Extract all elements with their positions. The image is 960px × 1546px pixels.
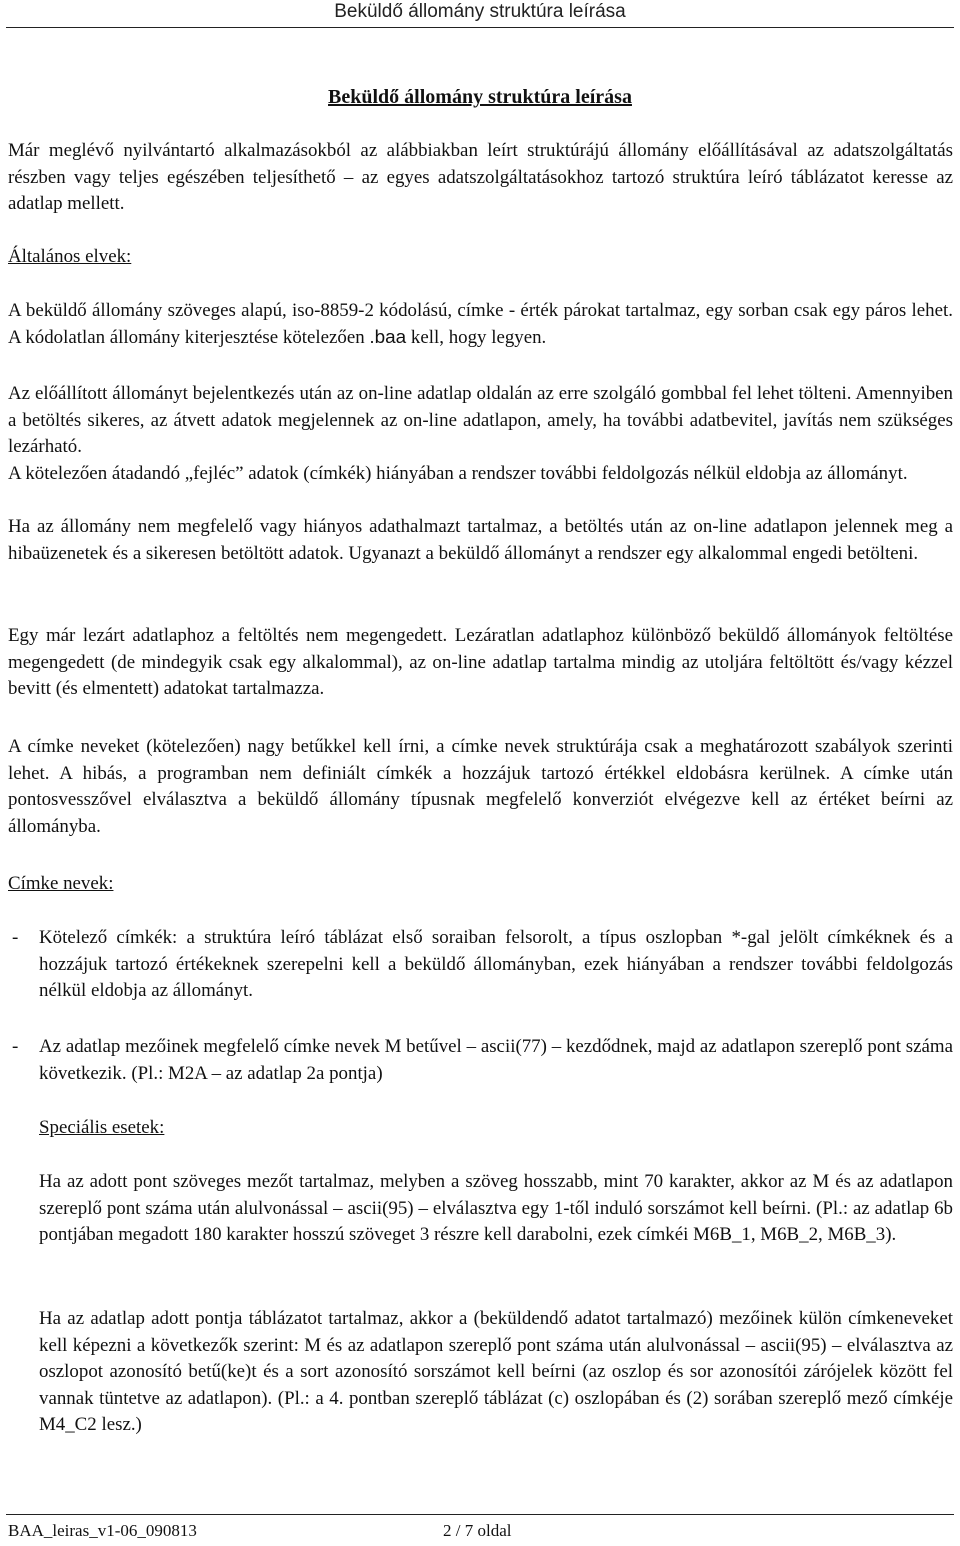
header-divider xyxy=(6,27,954,28)
footer-page-number: 2 / 7 oldal xyxy=(443,1521,512,1540)
special-case-paragraph-1: Ha az adott pont szöveges mezőt tartalmaz, melyben a szöveg hosszabb, mint 70 karakter, akkor az M és az adatlapon szereplő pont száma után alulvonással – ascii(95) – elválasztva egy 1-től induló sorszámot kell beírni. (Pl.: az adatlap 6b pontjában megadott 180 karakter hosszú szöveget 3 részre kell darabolni, ezek címkéi M6B_1, M6B_2, M6B_3). xyxy=(39,1171,953,1246)
general-paragraph-5: Egy már lezárt adatlaphoz a feltöltés nem megengedett. Lezáratlan adatlaphoz különböző beküldő állományok feltöltése megengedett (de mindegyik csak egy alkalommal), az on-line adatlap tartalma mindig az utoljára feltöltött és/vagy kézzel bevitt (és elmentett) adatokat tartalmazza. xyxy=(8,625,953,700)
bullet-item-field-labels: Az adatlap mezőinek megfelelő címke nevek M betűvel – ascii(77) – kezdődnek, majd az adatlapon szereplő pont száma következik. (Pl.: M2A – az adatlap 2a pontja) xyxy=(39,1036,953,1084)
footer-file-id: BAA_leiras_v1-06_090813 xyxy=(8,1521,197,1540)
intro-paragraph: Már meglévő nyilvántartó alkalmazásokból az alábbiakban leírt struktúrájú állomány előállításával az adatszolgáltatás részben vagy teljes egészében teljesíthető – az egyes adatszolgáltatásokhoz tartozó struktúra leíró táblázatot keresse az adatlap mellett. xyxy=(8,140,953,215)
general-paragraph-4: Ha az állomány nem megfelelő vagy hiányos adathalmazt tartalmaz, a betöltés után az on-line adatlapon jelennek meg a hibaüzenetek és a sikeresen betöltött adatok. Ugyanazt a beküldő állományt a rendszer egy alkalommal engedi betölteni. xyxy=(8,516,953,564)
document-title: Beküldő állomány struktúra leírása xyxy=(328,86,632,108)
general-paragraph-2: Az előállított állományt bejelentkezés után az on-line adatlap oldalán az erre szolgáló gombbal fel lehet tölteni. Amennyiben a betöltés sikeres, az átvett adatok megjelennek az on-line adatlapon, amely, ha további adatbevitel, javítás nem szükséges lezárható. xyxy=(8,383,953,458)
general-paragraph-1 xyxy=(8,298,953,351)
bullet-marker-1: - xyxy=(12,927,19,948)
general-paragraph-1-end: kell, hogy legyen. xyxy=(406,326,547,348)
label-names-heading: Címke nevek: xyxy=(8,873,114,894)
footer-divider xyxy=(6,1514,954,1515)
bullet-item-mandatory-labels: Kötelező címkék: a struktúra leíró táblázat első soraiban felsorolt, a típus oszlopban *-gal jelölt címkéknek és a hozzájuk tartozó értékeknek szerepelni kell a beküldő állományban, ezek hiányában a rendszer további feldolgozás nélkül eldobja az állományt. xyxy=(39,927,953,1002)
general-paragraph-3: A kötelezően átadandó „fejléc” adatok (címkék) hiányában a rendszer további feldolgozás nélkül eldobja az állományt. xyxy=(8,463,908,484)
general-principles-heading: Általános elvek: xyxy=(8,246,132,267)
bullet-marker-2: - xyxy=(12,1036,19,1057)
running-header: Beküldő állomány struktúra leírása xyxy=(334,1,626,22)
special-case-paragraph-2: Ha az adatlap adott pontja táblázatot tartalmaz, akkor a (beküldendő adatot tartalmazó) mezőinek külön címkeneveket kell képezni a következők szerint: M és az adatlapon szereplő pont száma után alulvonással – ascii(95) – elválasztva az oszlopot azonosító betű(ke)t és a sort azonosító sorszámot kell beírni (az oszlop és sor azonosítói zárójelek között fel vannak tüntetve az adatlapon). (Pl.: a 4. pontban szereplő táblázat (c) oszlopában és (2) sorában szereplő mező címkéje M4_C2 lesz.) xyxy=(39,1308,953,1436)
file-extension: .baa xyxy=(369,326,407,348)
general-paragraph-1-text: A beküldő állomány szöveges alapú, iso-8859-2 kódolású, címke - érték párokat tartalmaz, egy sorban csak egy páros lehet. A kódolatlan állomány kiterjesztése kötelezően xyxy=(8,300,953,348)
general-paragraph-6: A címke neveket (kötelezően) nagy betűkkel kell írni, a címke nevek struktúrája csak a meghatározott szabályok szerinti lehet. A hibás, a programban nem definiált címkék a hozzájuk tartozó értékkel eldobásra kerülnek. A címke után pontosvesszővel elválasztva a beküldő állomány típusnak megfelelő konverziót elvégezve kell az értéket beírni az állományba. xyxy=(8,736,953,837)
special-cases-heading: Speciális esetek: xyxy=(39,1117,165,1138)
